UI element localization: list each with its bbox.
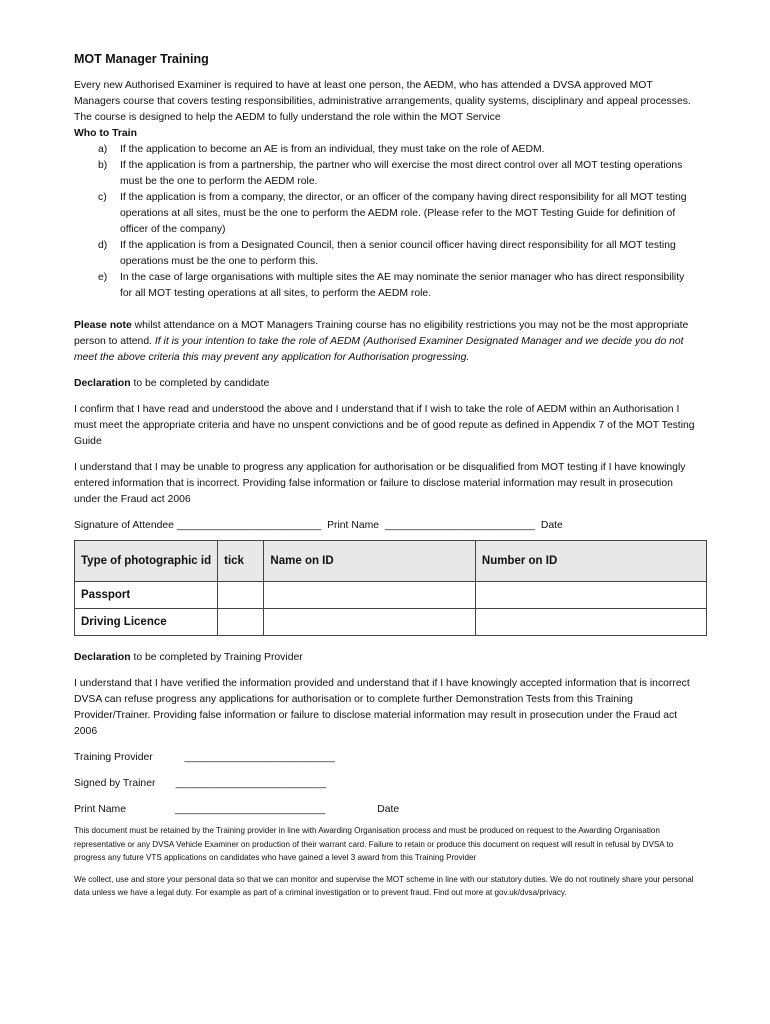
photo-id-table — [74, 540, 707, 636]
tick-cell[interactable] — [218, 609, 264, 636]
signed-by-trainer-field[interactable]: Signed by Trainer __________________________ — [74, 778, 326, 789]
list-item: d) If the application is from a Designated Council, then a senior council officer having direct responsibility for all MOT testing operations must be the one to perform this. — [98, 240, 676, 267]
document-page — [74, 52, 698, 900]
list-item: b) If the application is from a partnership, the partner who will exercise the most direct control over all MOT testing operations must be the one to perform the AEDM role. — [98, 160, 683, 187]
list-item: c) If the application is from a company, the director, or an officer of the company having direct responsibility for all MOT testing operations at all sites, must be the one to perform the AEDM role. (Please refer to the MOT Testing Guide for definition of officer of the company) — [98, 192, 687, 235]
list-item: e) In the case of large organisations with multiple sites the AE may nominate the senior manager who has direct responsibility for all MOT testing operations at all sites, to perform the AEDM role. — [98, 272, 685, 299]
table-header-row — [75, 541, 707, 582]
understand-paragraph: I understand that I may be unable to progress any application for authorisation or be disqualified from MOT testing if I have knowingly entered information that is incorrect. Providing false information or failure to disclose material information may result in prosecution under the Fraud act 2006 — [74, 462, 686, 505]
row-label-driving-licence: Driving Licence — [75, 609, 218, 636]
number-on-id-cell[interactable] — [475, 582, 706, 609]
tick-cell[interactable] — [218, 582, 264, 609]
list-item: a) If the application to become an AE is from an individual, they must take on the role of AEDM. — [98, 144, 545, 155]
number-on-id-cell[interactable] — [475, 609, 706, 636]
provider-paragraph: I understand that I have verified the information provided and understand that if I have knowingly accepted information that is incorrect DVSA can refuse progress any applications for authorisation or to complete further Demonstration Tests from this Training Provider/Trainer. Providing false information or failure to disclose material information may result in prosecution under the Fraud act 2006 — [74, 678, 690, 737]
intro-paragraph: Every new Authorised Examiner is required to have at least one person, the AEDM, who has attended a DVSA approved MOT Managers course that covers testing responsibilities, administrative arrangements, quality systems, disciplinary and appeal processes. The course is designed to help the AEDM to fully understand the role within the MOT Service — [74, 80, 691, 123]
privacy-notice: We collect, use and store your personal data so that we can monitor and supervise the MOT scheme in line with our statutory duties. We do not routinely share your personal data unless we have a legal duty. For example as part of a criminal investigation or to prevent fraud. Find out more at gov.uk/dvsa/privacy. — [74, 874, 694, 898]
header-name-on-id: Name on ID — [264, 541, 475, 582]
header-type-of-id: Type of photographic id — [75, 541, 218, 582]
training-provider-field[interactable]: Training Provider __________________________ — [74, 752, 335, 763]
table-row — [75, 609, 707, 636]
name-on-id-cell[interactable] — [264, 609, 475, 636]
table-row — [75, 582, 707, 609]
who-to-train-list — [74, 142, 698, 302]
header-number-on-id: Number on ID — [475, 541, 706, 582]
please-note-paragraph: Please note whilst attendance on a MOT Managers Training course has no eligibility restrictions you may not be the most appropriate person to attend. If it is your intention to take the role of AEDM (Authorised Examiner Designated Manager and we decide you do not meet the above criteria this may prevent any application for Authorisation progressing. — [74, 320, 689, 363]
signature-line[interactable]: Signature of Attendee _________________________ Print Name __________________________ Date — [74, 520, 563, 531]
candidate-declaration-heading: Declaration to be completed by candidate — [74, 378, 270, 389]
page-title: MOT Manager Training — [74, 52, 209, 66]
print-name-field[interactable]: Print Name __________________________ Date — [74, 804, 400, 815]
retention-notice: This document must be retained by the Training provider in line with Awarding Organisation process and must be produced on request to the Awarding Organisation representative or any DVSA Vehicle Examiner on production of their warrant card. Failure to retain or produce this document on request will result in refusal by DVSA to progress any future VTS applications on candidates who have gained a level 3 award from this Training Provider — [74, 826, 674, 863]
confirm-paragraph: I confirm that I have read and understood the above and I understand that if I wish to take the role of AEDM within an Authorisation I must meet the appropriate criteria and have no unspent convictions and be of good repute as defined in Appendix 7 of the MOT Testing Guide — [74, 404, 695, 447]
header-tick: tick — [218, 541, 264, 582]
row-label-passport: Passport — [75, 582, 218, 609]
name-on-id-cell[interactable] — [264, 582, 475, 609]
who-to-train-heading: Who to Train — [74, 128, 137, 139]
provider-declaration-heading: Declaration to be completed by Training Provider — [74, 652, 303, 663]
